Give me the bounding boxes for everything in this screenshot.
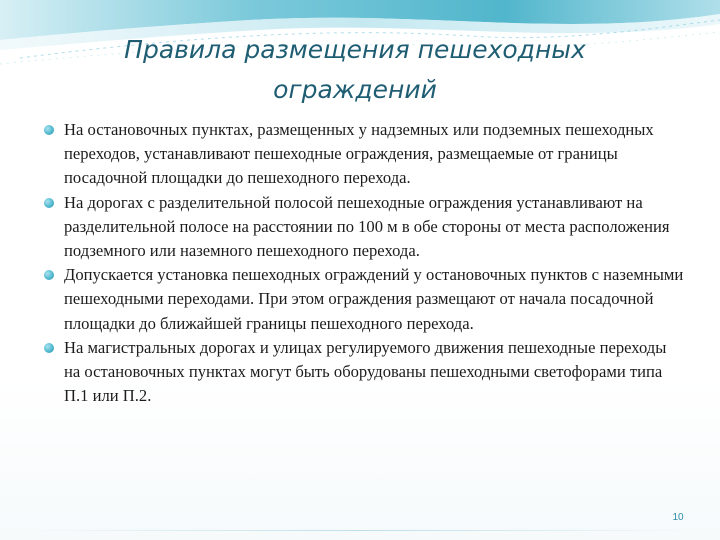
list-item — [44, 336, 684, 409]
list-item-text: Допускается установка пешеходных ограждений у остановочных пунктов с наземными пешеходными переходами. При этом ограждения размещают от начала посадочной площадки до ближайшей границы пешеходного перехода. — [64, 265, 684, 333]
footer-divider — [24, 530, 700, 531]
list-item-text: На дорогах с разделительной полосой пешеходные ограждения устанавливают на разделительной полосе на расстоянии по 100 м в обе стороны от места расположения подземного или наземного пешеходного перехода. — [64, 192, 670, 261]
list-item-text: На магистральных дорогах и улицах регулируемого движения пешеходные переходы на остановочных пунктах могут быть оборудованы пешеходными светофорами типа П.1 или П.2. — [64, 337, 667, 406]
list-item — [44, 191, 684, 264]
bullet-dot-icon — [44, 198, 54, 208]
page-number: 10 — [672, 512, 684, 523]
bullet-dot-icon — [44, 270, 54, 280]
list-item — [44, 263, 684, 336]
bullet-list — [44, 118, 684, 408]
list-item-text: На остановочных пунктах, размещенных у надземных или подземных пешеходных переходов, устанавливают пешеходные ограждения, размещаемые от границы посадочной площадки до пешеходного перехода. — [64, 120, 654, 188]
bullet-dot-icon — [44, 125, 54, 135]
bullet-dot-icon — [44, 343, 54, 353]
list-item — [44, 118, 684, 191]
slide-title: Правила размещения пешеходных ограждений — [124, 35, 586, 104]
